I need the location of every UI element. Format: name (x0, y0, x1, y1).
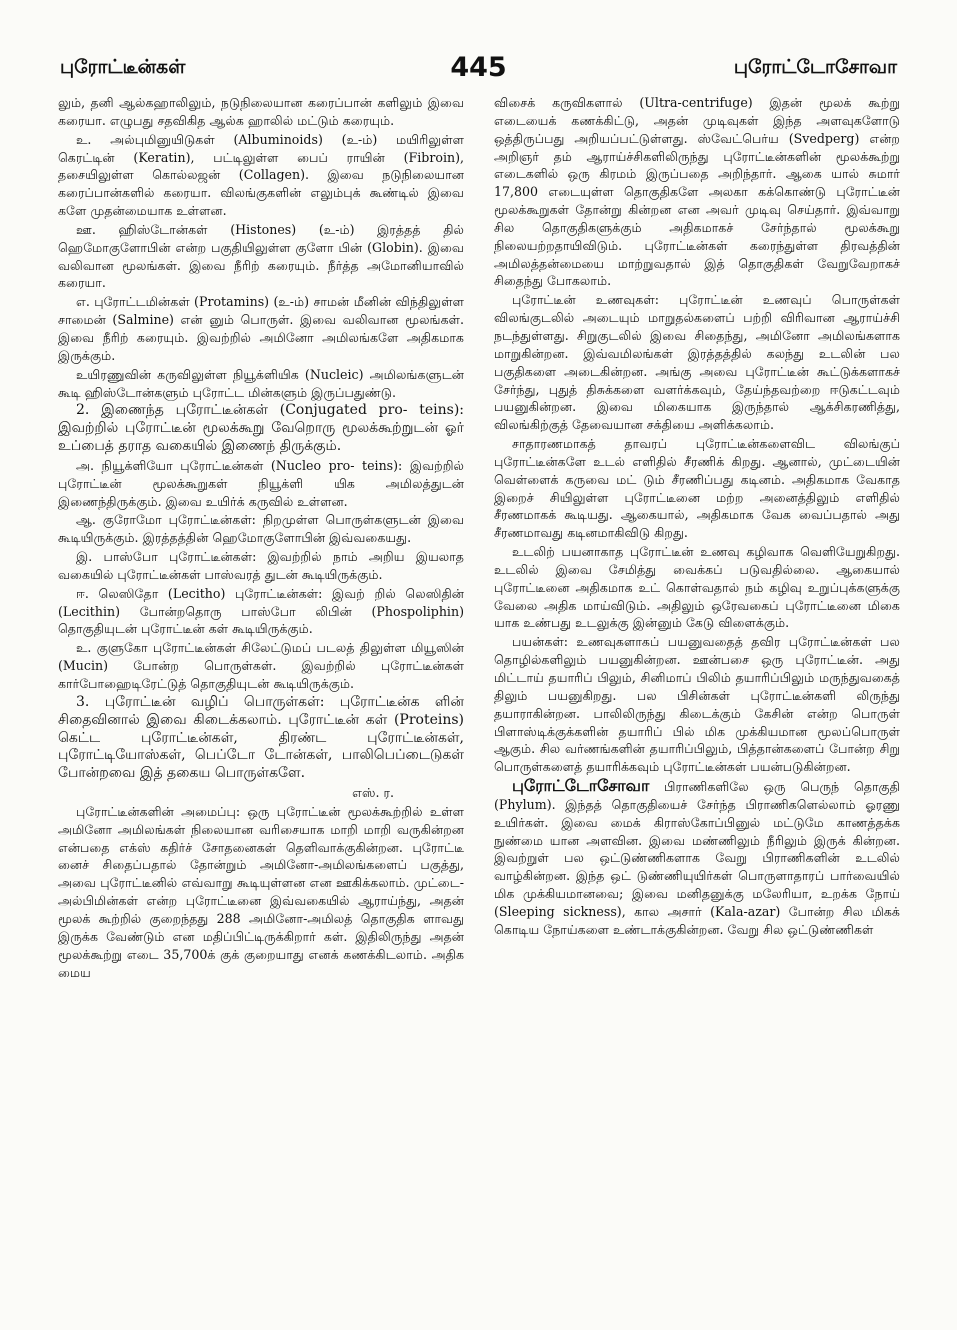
header-left-term: புரோட்டீன்கள் (60, 56, 186, 78)
paragraph: விசைக் கருவிகளால் (Ultra-centrifuge) இதன் மூலக் கூற்று எடையைக் கணக்கிட்டு, அதன் முடிவுகள் இந்த அளவுகளோடு ஒத்திருப்பது அறியப்பட்டுள்ளது. ஸ்வேட்பெர்ய (Svedperg) என்ற அறிஞர் தம் ஆராய்ச்சிகளிலிருந்து புரோட்டீன்களின் மூலக்கூற்று எடைகளில் ஒரு கிரமம் இருப்பதை அறிந்தார். ஆகை யால் சுமார் 17,800 எடையுள்ள தொகுதிகளே அலகா கக்கொண்டு புரோட்டீன் மூலக்கூறுகள் தோன்று கின்றன என அவர் முடிவு செய்தார். இவ்வாறு சில தொகுதிகளுக்கும் அதிகமாகச் சேர்ந்தால் மூலக்கூறு நிலையற்றதாயிவிடும். புரோட்டீன்கள் கரைந்துள்ள திரவத்தின் அமிலத்தன்மையை மாற்றுவதால் இத் தொகுதிகள் வேறுவேறாகச் சிதைந்து போகலாம். (494, 95, 900, 289)
paragraph: எ. புரோட்டமின்கள் (Protamins) (உ-ம்) சாமன் மீனின் விந்திலுள்ள சாமைன் (Salmine) என் னும் பொருள். இவை வலிவான மூலங்கள். இவை நீரிற் கரையும். இவற்றில் அமினோ அமிலங்களே அதிகமாக இருக்கும். (58, 294, 464, 363)
protozoa-entry (494, 777, 900, 939)
paragraph: உடலிற் பயனாகாத புரோட்டீன் உணவு கழிவாக வெளியேறுகிறது. உடலில் இவை சேமித்து வைக்கப் படுவதில்லை. ஆகையால் புரோட்டீனை அதிகமாக உட் கொள்வதால் நம் கழிவு உறுப்புக்களுக்கு வேலை அதிக மாய்விடும். அதிலும் ஒரேவகைப் புரோட்டீனை மிகை யாக உண்பது உடலுக்கு இன்னும் கேடு விளைக்கும். (494, 544, 900, 631)
paragraph: 3. புரோட்டீன் வழிப் பொருள்கள்: புரோட்டீன்க ளின் சிதைவினால் இவை கிடைக்கலாம். புரோட்டீன் கள் (Proteins) கெட்ட புரோட்டீன்கள், திரண்ட புரோட்டீன்கள், புரோட்டியோஸ்கள், பெப்டோ டோன்கள், பாலிபெப்டைடுகள் போன்றவை இத் தகைய பொருள்களே. (58, 693, 464, 782)
author-initials: எஸ். ர. (352, 785, 394, 801)
paragraph: ஊ. ஹிஸ்டோன்கள் (Histones) (உ-ம்) இரத்தத் தில் ஹெமோகுளோபின் என்ற பகுதியிலுள்ள குளோ பின் (Globin). இவை வலிவான மூலங்கள். இவை நீரிற் கரையும். நீர்த்த அமோனியாவில் கரையா. (58, 221, 464, 291)
left-column (58, 94, 464, 1294)
paragraph: உ. அல்புமினுயிடுகள் (Albuminoids) (உ-ம்) மயிரிலுள்ள கெரட்டின் (Keratin), பட்டிலுள்ள பைப் ராயின் (Fibroin), தசையிலுள்ள கொல்லஜன் (Collagen). இவை நடுநிலையான கரைப்பான்களில் கரையா. விலங்குகளின் எலும்புக் கூண்டில் இவை களே முதன்மையாக உள்ளன. (58, 131, 464, 219)
entry-text: பிராணிகளிலே ஒரு பெருந் தொகுதி (Phylum). இந்தத் தொகுதியைச் சேர்ந்த பிராணிகளெல்லாம் ஓரணு உயிர்கள். இவை மைக் கிராஸ்கோப்பினுல் மட்டுமே காணத்தக்க நுண்மை யான அளவின. இவை மண்ணிலும் நீரிலும் இருக் கின்றன. இவற்றுள் பல ஒட்டுண்ணிகளாக வேறு பிராணிகளின் உடலில் வாழ்கின்றன. இந்த ஒட் டுண்ணியுயிர்கள் பொருளாதாரப் பார்வையில் மிக முக்கியமானவை; இவை மனிதனுக்கு மலேரியா, உறக்க நோய் (Sleeping sickness), கால அசார் (Kala-azar) போன்ற சில மிகக் கொடிய நோய்களை உண்டாக்குகின்றன. வேறு சில ஒட்டுண்ணிகள் (494, 779, 900, 937)
header-right-term: புரோட்டோசோவா (733, 56, 897, 78)
paragraph: சாதாரணமாகத் தாவரப் புரோட்டீன்களைவிட விலங்குப் புரோட்டீன்களே உடல் எளிதில் சீரணிக் கிறது. ஆனால், முட்டையின் வெள்ளைக் கருவை மட் டும் சீரணிப்பது கடினம். அதிகமாக வேகாத இறைச் சியிலுள்ள புரோட்டீனை மற்ற அனைத்திலும் எளிதில் சீரணமாகக் கூடியது. ஆகையால், அதிகமாக வேக வைப்பதால் அது சீரணமாவது கடினமாகிவிடு கிறது. (494, 436, 900, 541)
paragraph: ஈ. லெஸிதோ (Lecitho) புரோட்டீன்கள்: இவற் றில் லெஸிதின் (Lecithin) போன்றதொரு பாஸ்போ லிபின் (Phospoliphin) தொகுதியுடன் புரோட்டீன் கள் கூடியிருக்கும். (58, 585, 464, 637)
paragraph: 2. இணைந்த புரோட்டீன்கள் (Conjugated pro- teins): இவற்றில் புரோட்டீன் மூலக்கூறு வேறொரு மூலக்கூற்றுடன் ஓர் உப்பைத் தராத வகையில் இணைந் திருக்கும். (58, 402, 464, 455)
entry-title: புரோட்டோசோவா (512, 776, 650, 796)
paragraph: பயன்கள்: உணவுகளாகப் பயனுவதைத் தவிர புரோட்டீன்கள் பல தொழில்களிலும் பயனுகின்றன. ஊன்பசை ஒரு புரோட்டீன். அது மிட்டாய் தயாரிப் பிலும், சினிமாப் பிலிம் தயாரிப்பிலும் மருந்துவகைத் திலும் பயனுகிறது. பல பிசின்கள் புரோட்டீன்களி லிருந்து தயாராகின்றன. பாலிலிருந்து கிடைக்கும் கேசின் என்ற பொருள் பிளாஸ்டிக்குக்களின் தயாரிப் பில் மிக முக்கியமான மூலப்பொருள் ஆகும். சில வர்ணங்களின் தயாரிப்பிலும், பித்தான்களைப் போன்ற சிறு பொருள்களைத் தயாரிக்கவும் புரோட்டீன்கள் பயன்படுகின்றன. (494, 634, 900, 775)
paragraph: உயிரணுவின் கருவிலுள்ள நியூக்ளியிக (Nucleic) அமிலங்களுடன் கூடி ஹிஸ்டோன்களும் புரோட்ட மின்களும் இருப்பதுண்டு. (58, 366, 464, 400)
paragraph: லும், தனி ஆல்கஹாலிலும், நடுநிலையான கரைப்பான் களிலும் இவை கரையா. எழுபது சதவிகித ஆல்க ஹாலில் மட்டும் கரையும். (58, 95, 464, 128)
right-column (494, 94, 900, 1294)
paragraph: புரோட்டீன் உணவுகள்: புரோட்டீன் உணவுப் பொருள்கள் விலங்குடலில் அடையும் மாறுதல்களைப் பற்றி விரிவான ஆராய்ச்சி நடந்துள்ளது. சிறுகுடலில் இவை சிதைந்து, அமினோ அமிலங்களாக மாறுகின்றன. இவ்வமிலங்கள் இரத்தத்தில் கலந்து உடலின் பல பகுதிகளை அடைகின்றன. அங்கு அவை புரோட்டீன் கூட்டுக்களாகச் சேர்ந்து, புதுத் திசுக்களை வளர்க்கவும், தேய்ந்தவற்றை ஈடுகட்டவும் பயனுகின்றன. இவை மிகையாக இருந்தால் ஆக்சிகரணித்து, விலங்கிற்குத் தேவையான சக்தியை அளிக்கலாம். (494, 292, 900, 433)
paragraph: ஆ. குரோமோ புரோட்டீன்கள்: நிறமுள்ள பொருள்களுடன் இவை கூடியிருக்கும். இரத்தத்தின் ஹெமோகுளோபின் இவ்வகையது. (58, 512, 464, 546)
paragraph: அ. நியூக்ளியோ புரோட்டீன்கள் (Nucleo pro- teins): இவற்றில் புரோட்டீன் மூலக்கூறுகள் நியூக்ளி யிக அமிலத்துடன் இணைந்திருக்கும். இவை உயிர்க் கருவில் உள்ளன. (58, 457, 464, 509)
page-number: 445 (450, 52, 507, 83)
page-header (60, 52, 897, 88)
paragraph: உ. குளுகோ புரோட்டீன்கள் சிலேட்டுமப் படலத் திலுள்ள மியூஸின் (Mucin) போன்ற பொருள்கள். இவற்றில் புரோட்டீன்கள் கார்போஹைடிரேட்டுத் தொகுதியுடன் கூடியிருக்கும். (58, 640, 464, 691)
paragraph: இ. பாஸ்போ புரோட்டீன்கள்: இவற்றில் நாம் அறிய இயலாத வகையில் புரோட்டீன்கள் பாஸ்வரத் துடன் கூடியிருக்கும். (58, 549, 464, 582)
paragraph: புரோட்டீன்களின் அமைப்பு: ஒரு புரோட்டீன் மூலக்கூற்றில் உள்ள அமினோ அமிலங்கள் நிலையான வரிசையாக மாறி மாறி வருகின்றன என்பதை எக்ஸ் கதிர்ச் சோதனைகள் தெளிவாக்குகின்றன. புரோட்டீ னைச் சிதைப்பதால் தோன்றும் அமினோ-அமிலங்களைப் பகுத்து, அவை புரோட்டீனில் எவ்வாறு கூடியுள்ளன என ஊகிக்கலாம். முட்டை-அல்பிமின்கள் என்ற புரோட்டீனை இவ்வகையில் ஆராய்ந்து, அதன் மூலக் கூற்றில் குறைந்தது 288 அமினோ-அமிலத் தொகுதிக ளாவது இருக்க வேண்டும் என மதிப்பிட்டிருக்கிறார் கள். இதிலிருந்து அதன் மூலக்கூற்று எடை 35,700க் குக் குறையாது எனக் கணக்கிடலாம். அதிக மைய (58, 803, 464, 980)
